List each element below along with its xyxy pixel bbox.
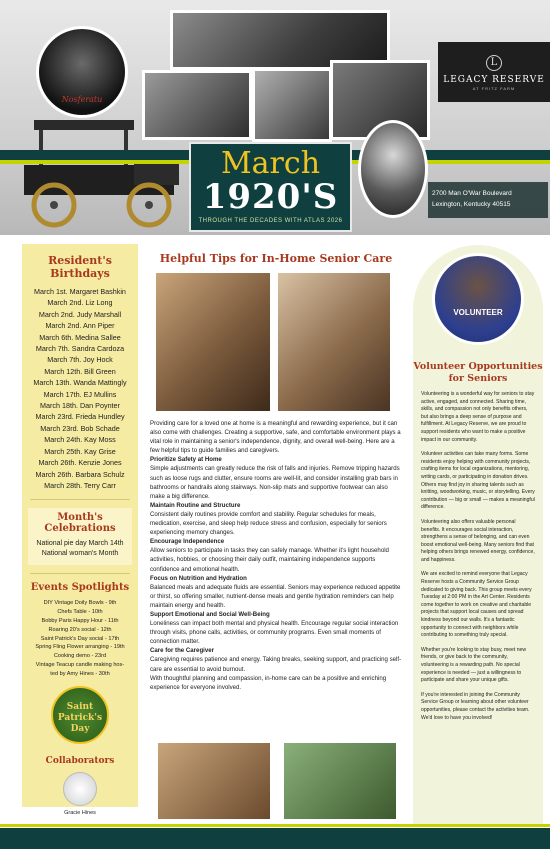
birthday-item: March 26th. Kenzie Jones [38,458,122,468]
birthday-item: March 23rd. Frieda Hundley [35,412,125,422]
birthday-item: March 2nd. Judy Marshall [38,309,122,319]
logo-name: LEGACY RESERVE [443,75,545,85]
tip-text: Consistent daily routines provide comfort and stability. Regular schedules for meals, medication, exercise, and sleep help reduce stress and confusion, especially for seniors experiencing memory changes. [150,510,387,537]
volunteer-paragraph: If you're interested in joining the Community Service Group or learning about other volunteer opportunities, please contact the activities team. We'd love to have you involved! [421,691,530,721]
volunteer-paragraph: Whether you're looking to stay busy, meet new friends, or give back to the community, volunteering is a rewarding path. No special experience is needed — just a willingness to participate and share your unique gifts. [421,646,527,684]
tip-text: Loneliness can impact both mental and physical health. Encourage regular social interaction through visits, phone calls, activities, or community programs. Even small moments of connection matter. [150,620,399,646]
main-article [150,252,402,692]
st-patricks-day-badge [51,686,109,744]
badge-line: Patrick's [57,713,103,724]
event-item: Roaring 20's social - 12th [48,626,112,633]
tip-text: Allow seniors to participate in tasks they can safely manage. Whether it's light household activities, hobbies, or choosing their daily outfit, maintaining independence supports confidence and emotional health. [150,547,389,573]
trumpeter-photo [252,68,332,142]
events-title: Events Spotlights [30,582,130,594]
celebrations-list [28,539,132,559]
tip-text: Balanced meals and adequate fluids are essential. Seniors may experience reduced appetite or thirst, so offering smaller, nutrient-dense meals and gentle hydration reminders can help maintain energy and health. [150,583,401,609]
logo-subtitle: AT FRITZ FARM [472,86,516,91]
birthday-item: March 13th. Wanda Mattingly [33,378,127,388]
volunteers-gardening-photo [284,743,396,819]
event-item: DIY Vintage Doily Bowls - 9th [43,600,117,607]
celebrations-title: Month's Celebrations [44,512,116,535]
caregiver-photo [156,273,270,411]
tip-heading: Maintain Routine and Structure [150,501,241,509]
birthday-item: March 24th. Kay Moss [44,435,116,445]
volunteers-sorting-photo [158,743,270,819]
event-item: Spring Fling Flower arranging - 19th [35,644,125,651]
celebration-item: National woman's Month [41,550,119,558]
tip-heading: Prioritize Safety at Home [150,456,222,464]
birthday-item: March 6th. Medina Sallee [39,332,121,342]
tip-text: Caregiving requires patience and energy. Taking breaks, seeking support, and practicing self-care are essential to avoid burnout. [150,656,402,673]
volunteer-sidebar [413,245,543,825]
caregiver-walking-photo [278,273,390,411]
volunteer-paragraph: Volunteering is a wonderful way for seniors to stay active, engaged, and connected. Sharing time, skills, and compassion not only benefits others, but also brings a deep sense of purpose and fulfillment. At Legacy Reserve, we are proud to support residents who want to make a positive impact in our community. [421,391,535,443]
volunteer-paragraph: Volunteering also offers valuable personal benefits. It encourages social interaction, strengthens a sense of belonging, and can even boost emotional well-being. Many seniors find that helping others brings renewed energy, confidence, and happiness. [421,518,535,563]
logo-monogram: L [486,55,502,71]
article-photos [150,273,402,413]
nosferatu-title: Nosferatu [61,95,103,104]
birthday-item: March 2nd. Ann Piper [45,321,115,331]
left-sidebar [22,244,138,817]
collaborators-title: Collaborators [45,756,115,767]
volunteer-title-line-2: for Seniors [448,373,508,384]
tip-heading: Encourage Independence [150,538,225,546]
tip-heading: Care for the Caregiver [150,647,215,655]
birthday-item: March 7th. Sandra Cardoza [35,344,125,354]
birthdays-title: Resident's Birthdays [48,254,112,280]
volunteer-title-line-1: Volunteer Opportunities [413,361,543,372]
issue-title-card [189,142,352,232]
event-item: ted by Amy Hines - 30th [50,670,110,677]
collaborator-name: Gracie Hines [64,810,96,817]
volunteer-photo [432,253,524,345]
event-item: Cooking demo - 23rd [53,653,107,660]
event-item: Saint Patrick's Day social - 17th [40,635,120,642]
hero-banner [0,0,550,235]
address-line-2: Lexington, Kentucky 40515 [432,201,511,208]
collaborator-avatar [63,772,97,806]
footer-bar [0,828,550,849]
einstein-photo [358,120,428,218]
nosferatu-photo [36,26,128,118]
birthday-item: March 18th. Dan Poynter [40,401,120,411]
footer-lime-line [0,824,550,827]
volunteer-paragraph: We are excited to remind everyone that Legacy Reserve hosts a Community Service Group dedicated to giving back. This group meets every Tuesday at 2:00 PM in the Art Center. Residents come together to work on creative and charitable projects that support local causes and spread kindness beyond our walls. It's a fantastic opportunity to connect with neighbors while contributing to something truly special. [421,571,532,639]
community-logo [438,42,550,102]
issue-tagline: THROUGH THE DECADES WITH ATLAS 2026 [198,218,343,224]
birthday-item: March 25th. Kay Grise [44,446,116,456]
volunteer-paragraph: Volunteer activities can take many forms. Some residents enjoy helping with community projects, crafting items for local organizations, mentoring, writing cards, or participating in donation drives. Others may find joy in sharing talents such as knitting, woodworking, music, or storytelling. Every contribution — big or small — makes a meaningful difference. [421,451,535,511]
birthday-item: March 7th. Joy Hock [47,355,113,365]
tip-text: Simple adjustments can greatly reduce the risk of falls and injuries. Remove tripping hazards such as loose rugs and clutter, ensure rooms are well-lit, and consider installing grab bars in bathrooms or handrails along stairways. Non-slip mats and supportive footwear can also make a big difference. [150,465,400,500]
vintage-car-image [14,110,194,230]
birthday-item: March 1st. Margaret Bashkin [34,287,126,296]
events-list [22,599,138,678]
event-item: Chefs Table - 10th [57,609,103,616]
bottom-photos [158,743,396,819]
article-intro: Providing care for a loved one at home is a meaningful and rewarding experience, but it can also come with challenges. Creating a supportive, safe, and comfortable environment plays a vital role in maintaining a senior's independence, dignity, and overall well-being. Here are a few helpful tips to guide families and caregivers. [150,420,401,455]
article-closing: With thoughtful planning and compassion, in-home care can be a positive and enriching experience for everyone involved. [150,674,387,691]
badge-line: Saint [66,702,94,713]
issue-decade: 1920'S [202,177,339,217]
birthday-item: March 12th. Bill Green [44,366,116,376]
celebrations-box [28,508,132,565]
community-address [428,182,548,218]
article-title: Helpful Tips for In-Home Senior Care [159,252,393,265]
volunteer-title [413,361,543,385]
birthday-item: March 17th. EJ Mullins [43,389,117,399]
birthday-item: March 26th. Barbara Schulz [35,469,125,479]
birthday-item: March 2nd. Liz Long [47,298,113,308]
birthday-item: March 28th. Terry Carr [44,480,116,490]
address-line-1: 2700 Man O'War Boulevard [432,190,512,197]
event-item: Bobby Paris Happy Hour - 11th [41,617,119,624]
birthday-item: March 23rd. Bob Schade [40,423,120,433]
section-divider [30,499,130,500]
article-body [150,419,402,692]
badge-line: Day [70,724,90,735]
birthdays-list [22,286,138,491]
tip-heading: Focus on Nutrition and Hydration [150,574,247,582]
celebration-item: National pie day March 14th [36,540,124,548]
event-item: Vintage Teacup candle making hos- [35,661,125,668]
volunteer-shirt-text: VOLUNTEER [453,308,503,317]
volunteer-body [413,385,543,722]
tip-heading: Support Emotional and Social Well-Being [150,610,270,618]
issue-month: March [220,146,321,181]
section-divider [30,573,130,574]
